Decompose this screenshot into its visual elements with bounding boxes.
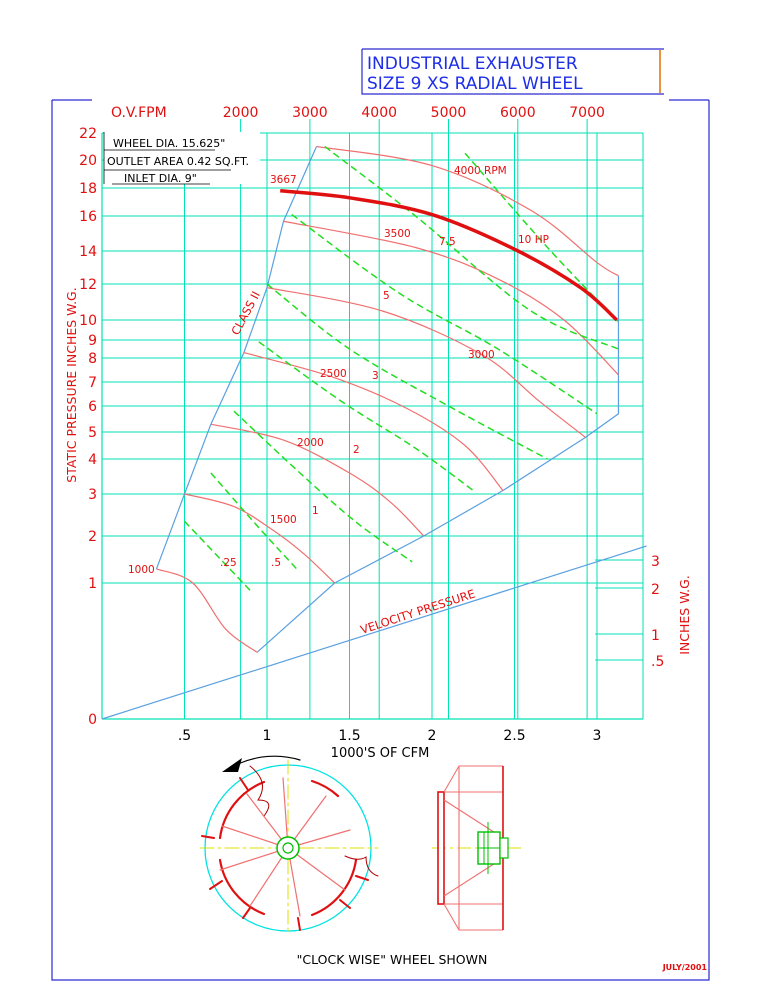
spec-box: [104, 132, 260, 185]
y-tick-label: 14: [79, 244, 97, 260]
y-axis-label: STATIC PRESSURE INCHES W.G.: [64, 287, 79, 483]
hp-line-2: [259, 342, 474, 491]
y-tick-label: 3: [88, 487, 97, 503]
y-tick-label: 18: [79, 181, 97, 197]
max-hp-label: 3667: [270, 174, 297, 186]
y-tick-label: 7: [88, 375, 97, 391]
top-tick-label: 4000: [361, 105, 398, 121]
hub-outer: [277, 837, 299, 859]
x-tick-label: 2.5: [503, 728, 526, 744]
y-tick-label: 10: [79, 313, 97, 329]
right-tick-label: 1: [651, 628, 660, 644]
y-tick-label: 20: [79, 153, 97, 169]
x-tick-label: .5: [177, 728, 192, 744]
outlet-area: OUTLET AREA 0.42 SQ.FT.: [107, 155, 250, 168]
title-line-1: INDUSTRIAL EXHAUSTER: [367, 54, 578, 74]
y-tick-label: 8: [88, 351, 97, 367]
hp-label-5: 5: [383, 290, 390, 302]
wheel-diameter: WHEEL DIA. 15.625": [113, 137, 226, 150]
hp-label-1: 1: [312, 505, 319, 517]
class-ii-label: CLASS II: [228, 288, 264, 338]
wheel-side-view: [432, 766, 522, 930]
right-axis-label: INCHES W.G.: [677, 575, 692, 655]
hp-label-3: 3: [372, 370, 379, 382]
hp-label-p25: .25: [220, 557, 237, 569]
side-backplate: [438, 792, 444, 904]
right-tick-label: .5: [651, 654, 665, 670]
y-tick-label: 1: [88, 576, 97, 592]
y-tick-label: 6: [88, 399, 97, 415]
y-tick-label: 9: [88, 333, 97, 349]
y-tick-label: 16: [79, 209, 97, 225]
y-tick-label: 2: [88, 529, 97, 545]
x-tick-label: 3: [592, 728, 602, 744]
y-tick-label: 0: [88, 712, 97, 728]
hp-label-10: 10 HP: [518, 234, 549, 246]
rpm-label-4000: 4000 RPM: [454, 165, 507, 177]
top-tick-label: 7000: [569, 105, 605, 121]
wheel-caption: "CLOCK WISE" WHEEL SHOWN: [296, 952, 488, 967]
rpm-label-3500: 3500: [384, 228, 411, 240]
rpm-curve-3000: [267, 288, 585, 438]
top-tick-label: 6000: [499, 105, 536, 121]
top-tick-label: 2000: [222, 105, 259, 121]
x-tick-label: 1.5: [338, 728, 361, 744]
inlet-diameter: INLET DIA. 9": [124, 172, 197, 185]
rpm-label-1500: 1500: [270, 514, 297, 526]
page-frame: [52, 100, 709, 980]
rpm-label-2500: 2500: [320, 368, 347, 380]
title-line-2: SIZE 9 XS RADIAL WHEEL: [367, 74, 583, 94]
wheel-front-view: [200, 756, 378, 935]
x-axis-label: 1000'S OF CFM: [330, 746, 430, 761]
rpm-label-2000: 2000: [297, 437, 324, 449]
date-stamp: JULY/2001: [662, 963, 707, 972]
y-tick-label: 12: [79, 277, 97, 293]
x-tick-label: 1: [262, 728, 272, 744]
rpm-label-1000: 1000: [128, 564, 155, 576]
hp-label-7p5: 7.5: [439, 236, 456, 248]
hp-label-2: 2: [353, 444, 360, 456]
rpm-label-3000: 3000: [468, 349, 495, 361]
performance-chart: [64, 105, 692, 761]
right-tick-label: 3: [651, 554, 660, 570]
y-tick-label: 4: [88, 452, 97, 468]
top-axis-label: O.V.FPM: [111, 105, 167, 121]
y-tick-label: 5: [88, 425, 97, 441]
hp-label-p5: .5: [271, 557, 282, 569]
x-tick-label: 2: [427, 728, 437, 744]
title-block: [362, 49, 664, 94]
velocity-pressure-label: VELOCITY PRESSURE: [358, 586, 477, 637]
rotation-arrow: [236, 756, 300, 765]
top-tick-label: 5000: [430, 105, 467, 121]
y-tick-label: 22: [79, 126, 97, 142]
right-tick-label: 2: [651, 582, 660, 598]
rotation-arrowhead-icon: [222, 758, 242, 772]
top-tick-label: 3000: [292, 105, 328, 121]
